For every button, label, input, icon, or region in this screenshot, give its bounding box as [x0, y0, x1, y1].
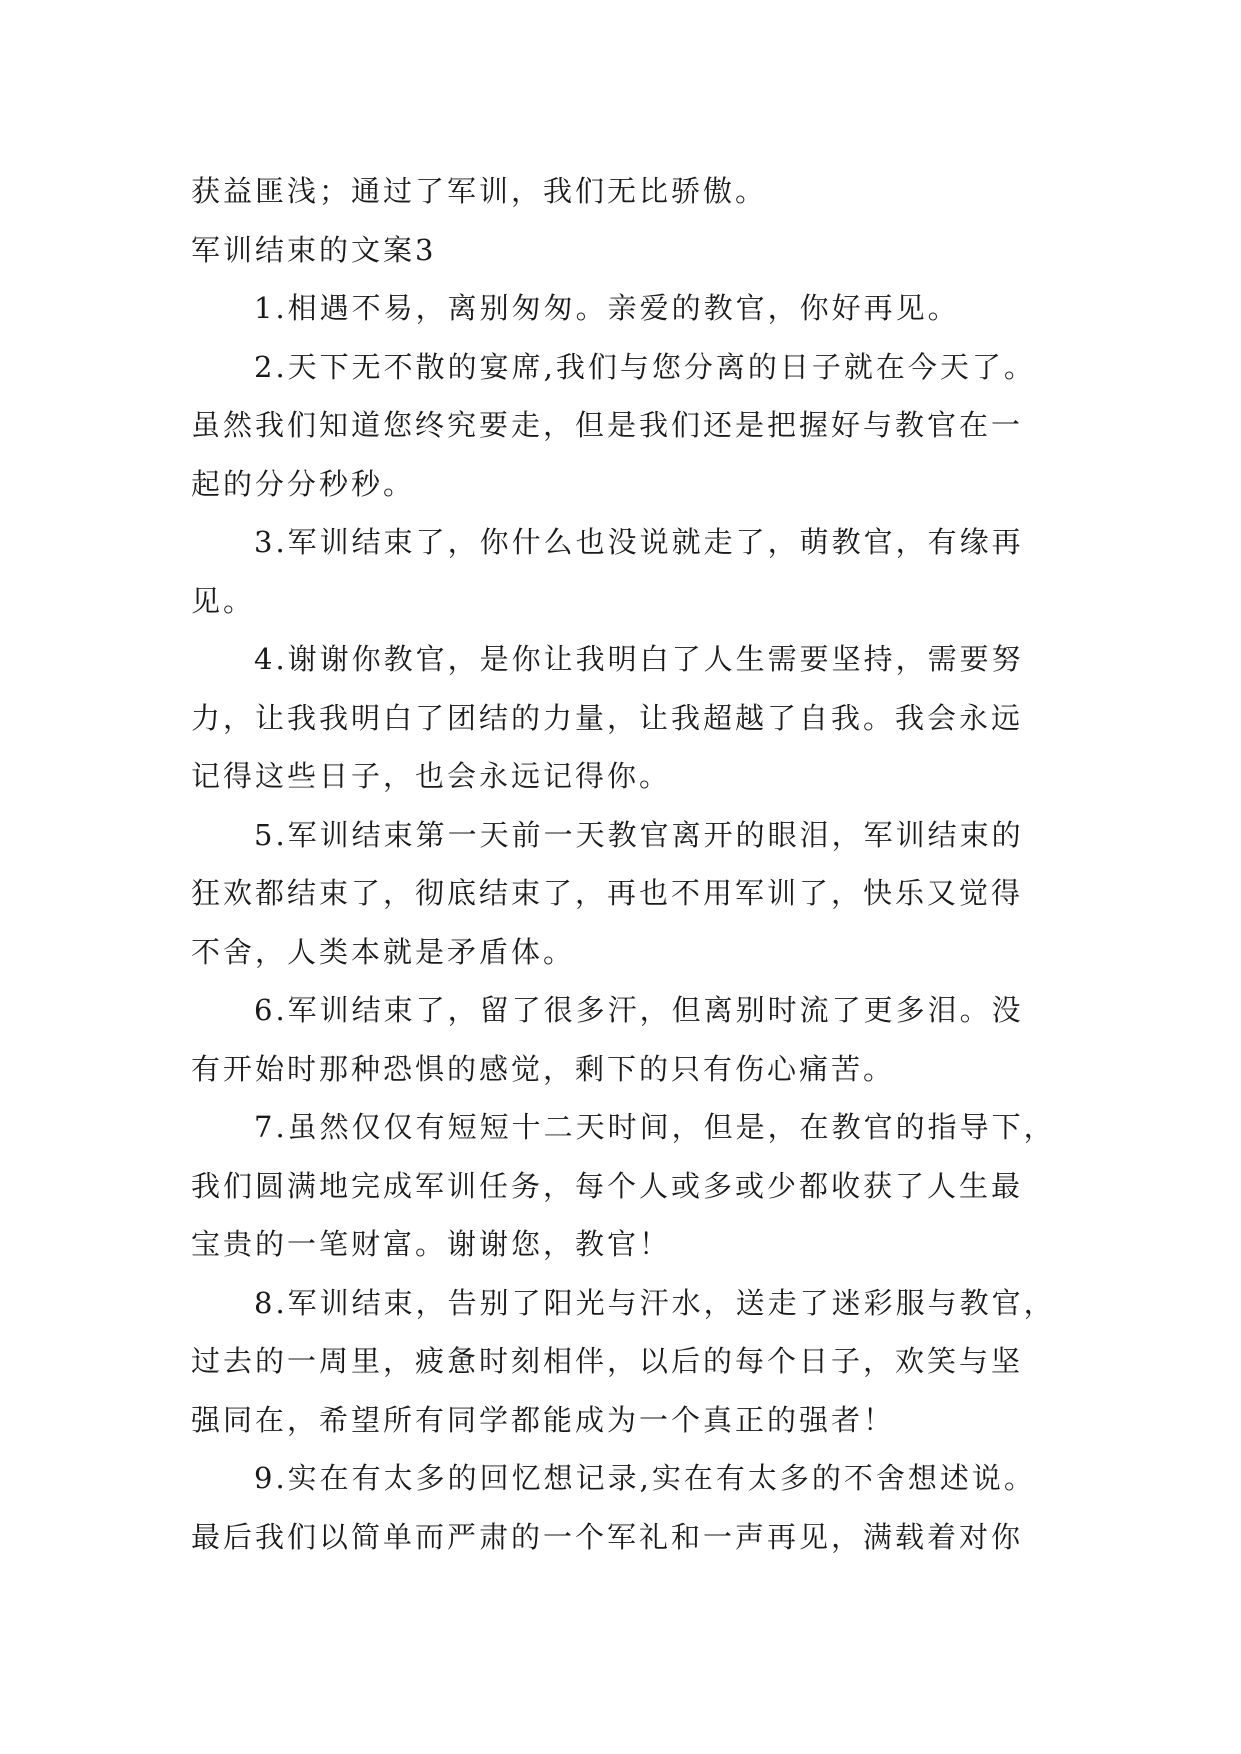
text-line: 有开始时那种恐惧的感觉，剩下的只有伤心痛苦。	[191, 1051, 896, 1086]
text-line: 8.军训结束，告别了阳光与汗水，送走了迷彩服与教官，	[254, 1285, 1056, 1320]
text-line: 见。	[191, 583, 256, 618]
text-line: 我们圆满地完成军训任务，每个人或多或少都收获了人生最	[191, 1168, 1024, 1203]
text-line: 最后我们以简单而严肃的一个军礼和一声再见，满载着对你	[191, 1519, 1024, 1554]
text-line: 虽然我们知道您终究要走，但是我们还是把握好与教官在一	[191, 408, 1024, 442]
text-line: 记得这些日子，也会永远记得你。	[191, 759, 672, 793]
text-line: 强同在，希望所有同学都能成为一个真正的强者！	[191, 1402, 896, 1437]
text-line: 起的分分秒秒。	[191, 466, 416, 501]
text-line: 1.相遇不易，离别匆匆。亲爱的教官，你好再见。	[254, 291, 960, 325]
text-line: 获益匪浅；通过了军训，我们无比骄傲。	[191, 174, 768, 208]
text-line: 2.天下无不散的宴席,我们与您分离的日子就在今天了。	[254, 349, 1036, 384]
text-line: 9.实在有太多的回忆想记录,实在有太多的不舍想述说。	[254, 1461, 1036, 1495]
text-line: 6.军训结束了，留了很多汗，但离别时流了更多泪。没	[254, 993, 1024, 1027]
text-line: 3.军训结束了，你什么也没说就走了，萌教官，有缘再	[254, 525, 1024, 559]
text-line: 宝贵的一笔财富。谢谢您，教官！	[191, 1227, 672, 1261]
text-line: 不舍，人类本就是矛盾体。	[191, 934, 576, 969]
section-heading: 军训结束的文案3	[191, 232, 437, 267]
text-line: 5.军训结束第一天前一天教官离开的眼泪，军训结束的	[254, 817, 1024, 852]
text-line: 4.谢谢你教官，是你让我明白了人生需要坚持，需要努	[254, 642, 1024, 676]
document-body	[191, 162, 1056, 1566]
text-line: 狂欢都结束了，彻底结束了，再也不用军训了，快乐又觉得	[191, 876, 1024, 910]
text-line: 7.虽然仅仅有短短十二天时间，但是，在教官的指导下，	[254, 1110, 1056, 1144]
text-line: 过去的一周里，疲惫时刻相伴，以后的每个日子，欢笑与坚	[191, 1344, 1024, 1378]
text-line: 力，让我我明白了团结的力量，让我超越了自我。我会永远	[191, 700, 1024, 735]
